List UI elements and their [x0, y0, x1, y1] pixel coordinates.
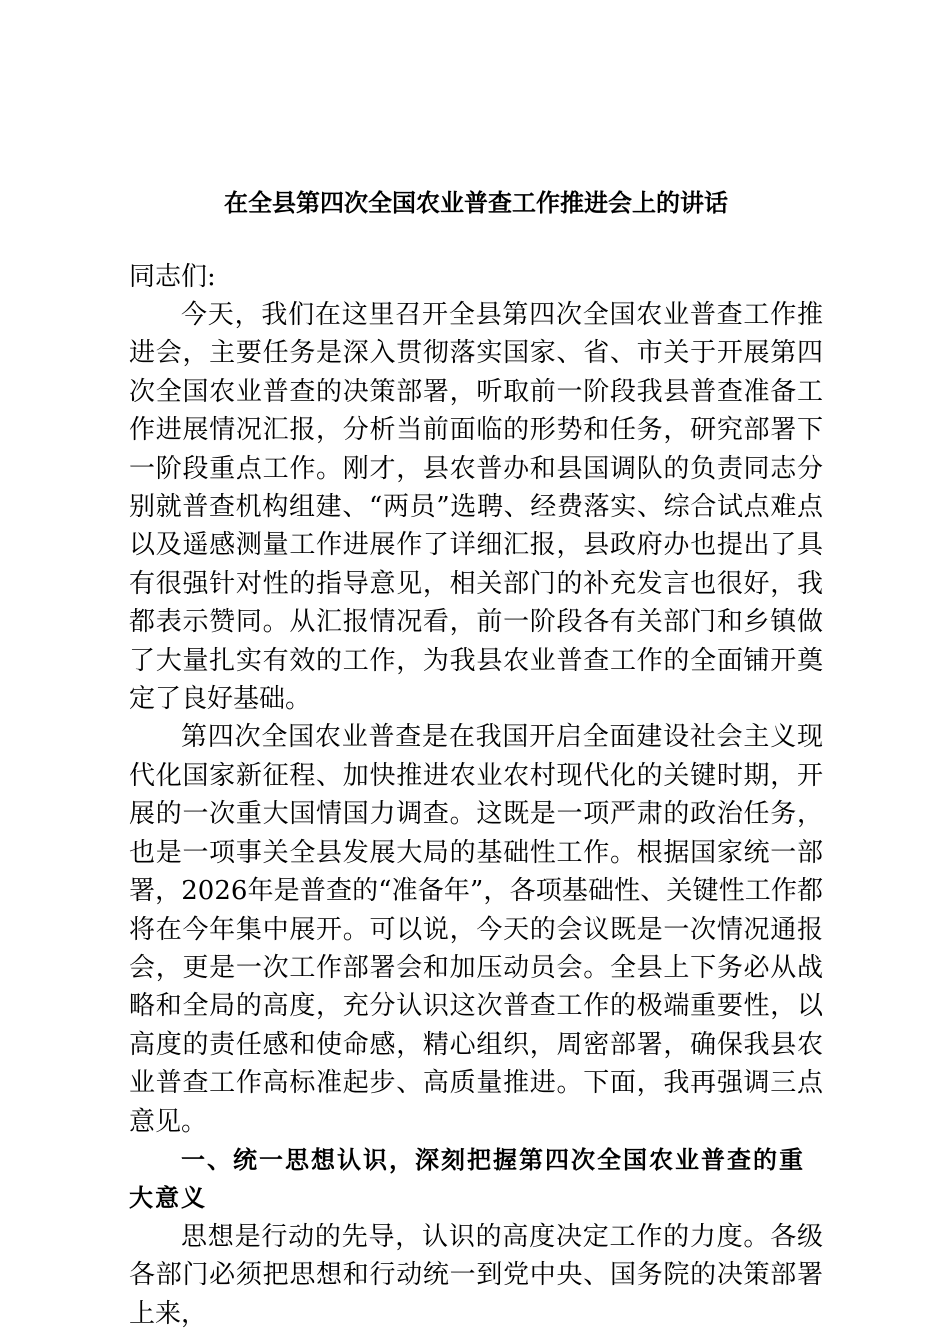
document-body	[129, 178, 823, 1333]
document-title: 在全县第四次全国农业普查工作推进会上的讲话	[224, 189, 728, 217]
paragraph-section-1: 思想是行动的先导，认识的高度决定工作的力度。各级各部门必须把思想和行动统一到党中央、国务院的决策部署上来，	[129, 1221, 823, 1329]
paragraph-opening: 今天，我们在这里召开全县第四次全国农业普查工作推进会，主要任务是深入贯彻落实国家、省、市关于开展第四次全国农业普查的决策部署，听取前一阶段我县普查准备工作进展情况汇报，分析当前面临的形势和任务，研究部署下一阶段重点工作。刚才，县农普办和县国调队的负责同志分别就普查机构组建、“两员”选聘、经费落实、综合试点难点以及遥感测量工作进展作了详细汇报，县政府办也提出了具有很强针对性的指导意见，相关部门的补充发言也很好，我都表示赞同。从汇报情况看，前一阶段各有关部门和乡镇做了大量扎实有效的工作，为我县农业普查工作的全面铺开奠定了良好基础。	[129, 300, 823, 715]
salutation: 同志们:	[129, 262, 216, 292]
section-heading-1: 一、统一思想认识，深刻把握第四次全国农业普查的重大意义	[129, 1145, 805, 1213]
paragraph-significance: 第四次全国农业普查是在我国开启全面建设社会主义现代化国家新征程、加快推进农业农村现代化的关键时期，开展的一次重大国情国力调查。这既是一项严肃的政治任务，也是一项事关全县发展大局的基础性工作。根据国家统一部署，2026年是普查的“准备年”，各项基础性、关键性工作都将在今年集中展开。可以说，今天的会议既是一次情况通报会，更是一次工作部署会和加压动员会。全县上下务必从战略和全局的高度，充分认识这次普查工作的极端重要性，以高度的责任感和使命感，精心组织，周密部署，确保我县农业普查工作高标准起步、高质量推进。下面，我再强调三点意见。	[129, 722, 823, 1137]
